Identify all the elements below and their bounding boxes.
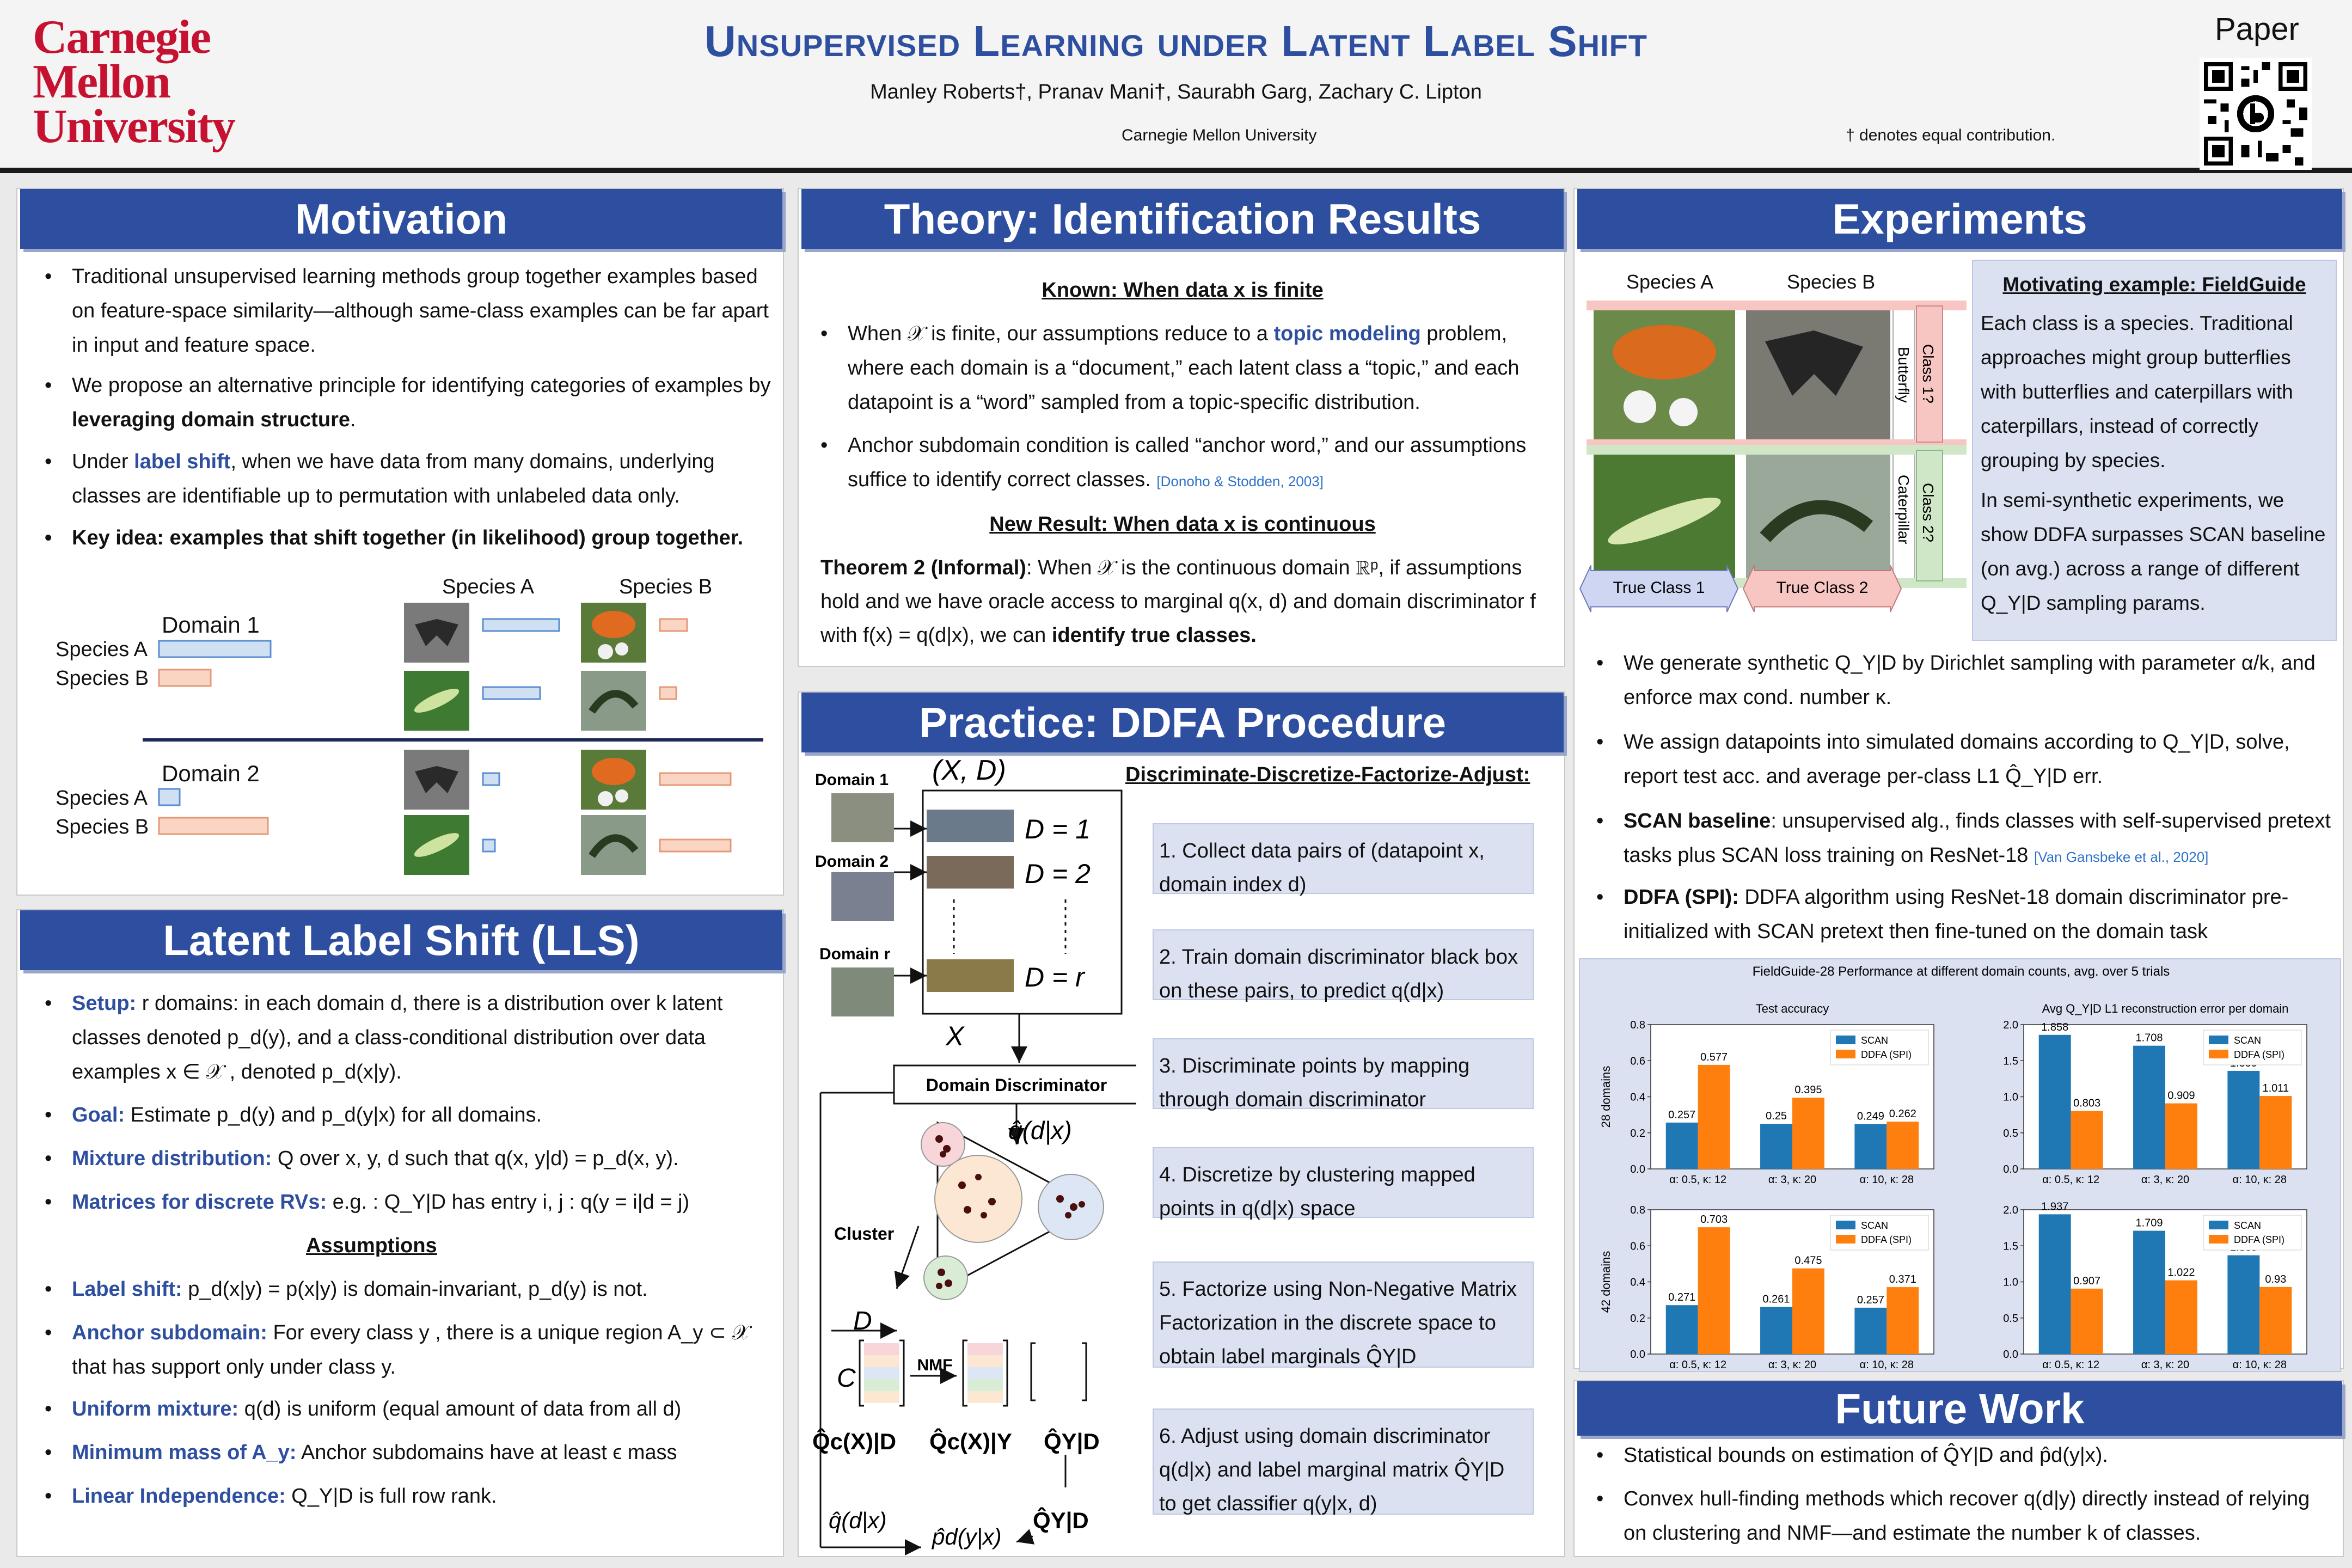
fig-bar-d2-a-sa <box>483 773 499 785</box>
chart-1-ytick-label: 2.0 <box>2003 1019 2018 1031</box>
chart-2-bar-scan <box>1854 1308 1886 1354</box>
d1-species-a-label: Species A <box>56 638 148 661</box>
e3-citation: [Van Gansbeke et al., 2020] <box>2034 849 2209 865</box>
chart-1-xtick-label: α: 10, κ: 28 <box>2232 1174 2287 1186</box>
b3-end: , when we have data from many domains, underlying classes are identifiable up to permutation with unlabeled data only. <box>72 450 715 507</box>
chart-0-data-label: 0.25 <box>1766 1110 1787 1123</box>
fig-species-b-label: Species B <box>619 575 713 598</box>
motivation-bullet-4: • Key idea: examples that shift together (in likelihood) group together. <box>34 521 774 555</box>
matrix-c-label: C <box>837 1364 856 1393</box>
d-eq-2: D = 2 <box>1025 859 1091 889</box>
poster-header <box>0 0 2352 173</box>
t1-highlight: topic modeling <box>1273 322 1421 345</box>
d1-bar-a <box>159 641 271 657</box>
cluster-4 <box>924 1256 967 1300</box>
chart-2-bar-scan <box>1760 1307 1792 1354</box>
chart-1-bar-scan <box>2039 1035 2071 1169</box>
fig-bar-d1-b-sb <box>660 687 676 699</box>
d2-species-a-label: Species A <box>56 787 148 810</box>
d1-bar-b <box>159 670 211 686</box>
experiments-heading: Experiments <box>1577 189 2342 249</box>
nmf-label: NMF <box>917 1356 953 1374</box>
affiliation: Carnegie Mellon University <box>1122 126 1317 144</box>
output-qdx: q̂(d|x) <box>829 1508 887 1533</box>
chart-3-ytick-label: 1.5 <box>2003 1240 2018 1253</box>
step-5-box: 5. Factorize using Non-Negative Matrix Factorization in the discrete space to obtain label marginals Q̂Y|D <box>1153 1261 1534 1368</box>
chart-2-xtick-label: α: 3, κ: 20 <box>1768 1359 1817 1371</box>
exp-species-b-label: Species B <box>1787 271 1876 293</box>
chart-2-data-label: 0.703 <box>1700 1214 1728 1226</box>
fig-bar-d1-a-sa <box>483 619 559 631</box>
chart-3-bar-scan <box>2133 1231 2165 1354</box>
domain-1-image-grid <box>831 793 894 842</box>
chart-3-ytick-label: 2.0 <box>2003 1204 2018 1216</box>
theorem-2 <box>820 551 1555 652</box>
chart-0-bar-ddfa-spi- <box>1698 1065 1730 1169</box>
class2-top-bar <box>1587 445 1967 455</box>
chart-0-legend-label: SCAN <box>1861 1035 1889 1046</box>
chart-1-ytick-label: 0.5 <box>2003 1127 2018 1140</box>
class1q-label: Class 1? <box>1920 344 1937 403</box>
poster-title: Unsupervised Learning under Latent Label Shift <box>705 17 1647 65</box>
logo-line-2: Mellon <box>33 56 170 108</box>
motivating-example-text-2: In semi-synthetic experiments, we show DDFA surpasses SCAN baseline (on avg.) across a range of different Q_Y|D sampling params. <box>1981 489 2326 614</box>
chart-2-ytick-label: 0.6 <box>1630 1240 1645 1253</box>
chart-1-data-label: 1.011 <box>2262 1082 2289 1095</box>
b4-text: Key idea: examples that shift together (in likelihood) group together <box>72 526 738 549</box>
chart-1-legend-swatch <box>2209 1050 2228 1058</box>
chart-1-bar-scan <box>2133 1046 2165 1169</box>
theory-panel <box>798 188 1565 667</box>
pair-image-row-1 <box>927 810 1014 842</box>
chart-main-title: FieldGuide-28 Performance at different domain counts, avg. over 5 trials <box>1752 964 2170 979</box>
qdx-label: q̂(d|x) <box>1008 1116 1072 1144</box>
goal-text: Estimate p_d(y) and p_d(y|x) for all domains. <box>125 1104 542 1126</box>
theorem-bold: identify true classes. <box>1051 624 1257 647</box>
chart-1-data-label: 0.909 <box>2167 1089 2195 1102</box>
matrices-key: Matrices for discrete RVs: <box>72 1191 327 1214</box>
d2-bar-b <box>159 818 268 834</box>
pair-image-row-2 <box>927 856 1014 889</box>
chart-2-data-label: 0.475 <box>1794 1254 1822 1267</box>
d2-bar-a <box>159 789 180 805</box>
chart-0-data-label: 0.257 <box>1668 1108 1696 1121</box>
domain-2-label: Domain 2 <box>162 761 260 786</box>
exp-bullet-4 <box>1585 880 2337 949</box>
d1-species-b-label: Species B <box>56 667 149 690</box>
chart-1-legend-label: SCAN <box>2234 1035 2262 1046</box>
theory-bullet-1 <box>810 317 1555 420</box>
chart-3-xtick-label: α: 3, κ: 20 <box>2141 1359 2190 1371</box>
chart-3-data-label: 0.93 <box>2265 1273 2287 1285</box>
chart-3-bar-ddfa-spi- <box>2071 1289 2103 1354</box>
chart-0-data-label: 0.249 <box>1857 1110 1884 1123</box>
chart-0-xtick-label: α: 3, κ: 20 <box>1768 1174 1817 1186</box>
theorem-text: : When 𝒳 is the continuous domain ℝᵖ, if assumptions hold and we have oracle access to marginal q(x, d) and domain discriminator f with f(x) = q(d|x), we can <box>820 556 1536 647</box>
anchor-key: Anchor subdomain: <box>72 1321 267 1344</box>
mixture-key: Mixture distribution: <box>72 1147 272 1170</box>
chart-0-ytick-label: 0.6 <box>1630 1055 1645 1068</box>
equal-contribution-note: † denotes equal contribution. <box>1846 126 2056 144</box>
qr-code-icon[interactable] <box>2200 58 2312 170</box>
fieldguide-figure <box>1575 189 1967 641</box>
chart-2-bar-ddfa-spi- <box>1886 1287 1919 1354</box>
chart-3-data-label: 1.937 <box>2041 1200 2069 1213</box>
x-label: X <box>946 1021 964 1051</box>
fig-bar-d1-a-sb <box>660 619 687 631</box>
step-1-box: 1. Collect data pairs of (datapoint x, domain index d) <box>1153 823 1534 894</box>
chart-3-bar-scan <box>2227 1255 2259 1354</box>
anchor-text: For every class y , there is a unique region A_y ⊂ 𝒳 that has support only under class y. <box>72 1321 750 1379</box>
practice-panel <box>798 691 1565 1557</box>
motivation-heading: Motivation <box>20 189 782 249</box>
chart-2-legend-swatch <box>1836 1221 1855 1229</box>
class1-top-bar <box>1587 301 1967 310</box>
chart-0-title: Test accuracy <box>1755 1002 1829 1015</box>
chart-1-data-label: 1.708 <box>2135 1032 2163 1044</box>
fig-bar-d2-b-sb <box>660 840 731 852</box>
linindep-key: Linear Independence: <box>72 1485 286 1508</box>
chart-3-ytick-label: 1.0 <box>2003 1276 2018 1289</box>
logo-line-3: University <box>33 100 235 153</box>
paper-label: Paper <box>2215 11 2299 47</box>
chart-3-data-label: 0.907 <box>2073 1275 2101 1287</box>
setup-text: r domains: in each domain d, there is a distribution over k latent classes denoted p_d(y), and a class-conditional distribution over data examples x ∈ 𝒳 , denoted p_d(x|y). <box>72 992 723 1083</box>
t1-text: When 𝒳 is finite, our assumptions reduce to a <box>848 322 1274 345</box>
chart-3-legend-swatch <box>2209 1221 2228 1229</box>
chart-0-ytick-label: 0.0 <box>1630 1163 1645 1175</box>
chart-2-legend-label: DDFA (SPI) <box>1861 1234 1912 1245</box>
chart-3-bar-scan <box>2039 1214 2071 1354</box>
matrix-label-3: Q̂Y|D <box>1044 1429 1100 1454</box>
chart-1-data-label: 0.803 <box>2073 1097 2101 1110</box>
caterpillar-b-photo <box>1746 450 1890 581</box>
chart-2-bar-scan <box>1666 1305 1698 1354</box>
chart-0-legend-swatch <box>1836 1050 1855 1058</box>
chart-0-xtick-label: α: 10, κ: 28 <box>1859 1174 1914 1186</box>
chart-0-bar-scan <box>1760 1124 1792 1169</box>
domain-discriminator-label: Domain Discriminator <box>926 1075 1107 1095</box>
cluster-label: Cluster <box>834 1224 895 1244</box>
chart-2-data-label: 0.271 <box>1668 1291 1696 1304</box>
chart-1-ytick-label: 1.5 <box>2003 1055 2018 1068</box>
chart-1-title: Avg Q_Y|D L1 reconstruction error per domain <box>2042 1002 2289 1015</box>
arrow-to-matrix <box>897 1226 918 1289</box>
exp-bullet-1: • We generate synthetic Q_Y|D by Dirichlet sampling with parameter α/k, and enforce max cond. number κ. <box>1585 646 2337 715</box>
chart-2-ytick-label: 0.8 <box>1630 1204 1645 1216</box>
motivation-panel <box>16 188 784 896</box>
butterfly-label: Butterfly <box>1895 347 1912 403</box>
assumptions-heading: Assumptions <box>306 1234 437 1257</box>
chart-2-legend-swatch <box>1836 1235 1855 1244</box>
chart-3-legend-swatch <box>2209 1235 2228 1244</box>
domain-shift-figure <box>17 189 785 897</box>
chart-2-ytick-label: 0.0 <box>1630 1349 1645 1361</box>
linindep-text: Q_Y|D is full row rank. <box>285 1485 497 1508</box>
chart-0-row-label: 28 domains <box>1599 1065 1613 1128</box>
chart-0-ytick-label: 0.2 <box>1630 1127 1645 1140</box>
lls-setup <box>34 987 774 1089</box>
chart-3-bar-ddfa-spi- <box>2165 1281 2197 1354</box>
domain-r-label: Domain r <box>819 945 891 963</box>
pair-image-row-r <box>927 959 1014 992</box>
d-eq-r: D = r <box>1025 962 1085 993</box>
d2-species-b-label: Species B <box>56 816 149 838</box>
chart-3-bar-ddfa-spi- <box>2259 1287 2292 1354</box>
logo-line-1: Carnegie <box>33 11 211 64</box>
chart-0-data-label: 0.262 <box>1889 1108 1916 1120</box>
chart-0-bar-scan <box>1854 1124 1886 1169</box>
true-class-2-label: True Class 2 <box>1776 579 1869 597</box>
step-3-box: 3. Discriminate points by mapping through domain discriminator <box>1153 1038 1534 1109</box>
xd-label: (X, D) <box>932 755 1006 786</box>
minmass-text: Anchor subdomains have at least ϵ mass <box>296 1441 677 1464</box>
chart-3-data-label: 1.022 <box>2167 1266 2195 1279</box>
b2-text: We propose an alternative principle for identifying categories of examples by <box>72 374 771 397</box>
e4-text: DDFA algorithm using ResNet-18 domain discriminator pre-initialized with SCAN pretext then fine-tuned on the domain task <box>1624 886 2289 943</box>
cluster-2 <box>935 1155 1022 1242</box>
chart-3-ytick-label: 0.0 <box>2003 1349 2018 1361</box>
setup-key: Setup: <box>72 992 137 1015</box>
chart-1-bar-scan <box>2227 1071 2259 1169</box>
domain-2-label: Domain 2 <box>815 853 889 871</box>
lls-heading: Latent Label Shift (LLS) <box>20 910 782 970</box>
theory-heading: Theory: Identification Results <box>801 189 1564 249</box>
chart-2-ytick-label: 0.2 <box>1630 1312 1645 1325</box>
chart-3-ytick-label: 0.5 <box>2003 1312 2018 1325</box>
chart-3-xtick-label: α: 0.5, κ: 12 <box>2042 1359 2100 1371</box>
motivation-bullet-1: • Traditional unsupervised learning methods group together examples based on feature-space similarity—although same-class examples can be far apart in input and feature space. <box>34 260 774 363</box>
class2q-label: Class 2? <box>1920 483 1937 542</box>
future-bullet-1: • Statistical bounds on estimation of Q̂Y|D and p̂d(y|x). <box>1585 1438 2337 1473</box>
future-bullet-2: • Convex hull-finding methods which recover q(d|y) directly instead of relying on clustering and NMF—and estimate the number k of classes. <box>1585 1482 2337 1551</box>
fig-bar-d2-a-sb <box>660 773 731 785</box>
chart-2-bar-ddfa-spi- <box>1792 1269 1824 1354</box>
matrices-text: e.g. : Q_Y|D has entry i, j : q(y = i|d = j) <box>327 1191 690 1214</box>
fig-bar-d1-b-sa <box>483 687 540 699</box>
uniform-key: Uniform mixture: <box>72 1398 239 1420</box>
arrow-output-right <box>1016 1536 1033 1542</box>
uniform-text: q(d) is uniform (equal amount of data from all d) <box>238 1398 682 1420</box>
lls-goal <box>34 1098 774 1132</box>
chart-1-legend-swatch <box>2209 1036 2228 1044</box>
theorem-key: Theorem 2 (Informal) <box>820 556 1026 579</box>
step-2-box: 2. Train domain discriminator black box on these pairs, to predict q(d|x) <box>1153 929 1534 1000</box>
known-heading: Known: When data x is finite <box>1042 279 1324 302</box>
step-4-box: 4. Discretize by clustering mapped points in q(d|x) space <box>1153 1147 1534 1218</box>
t2-citation: [Donoho & Stodden, 2003] <box>1156 473 1324 489</box>
lls-panel <box>16 909 784 1557</box>
chart-0-legend-label: DDFA (SPI) <box>1861 1049 1912 1060</box>
motivating-example-box <box>1972 260 2337 641</box>
output-pdyx: p̂d(y|x) <box>932 1524 1002 1549</box>
matrix-qy-d <box>1031 1343 1086 1400</box>
matrix-qc-d <box>860 1340 904 1406</box>
caterpillar-label: Caterpillar <box>1895 475 1912 544</box>
exp-bullet-3 <box>1585 804 2337 874</box>
chart-0-data-label: 0.395 <box>1794 1084 1822 1097</box>
chart-1-bar-ddfa-spi- <box>2165 1104 2197 1169</box>
lls-matrices <box>34 1185 774 1220</box>
fig-bar-d2-b-sa <box>483 840 495 852</box>
domain-1-label: Domain 1 <box>162 612 260 638</box>
assump-uniform <box>34 1392 774 1426</box>
chart-2-data-label: 0.261 <box>1762 1293 1790 1306</box>
exp-bullet-2: • We assign datapoints into simulated domains according to Q_Y|D, solve, report test acc. and average per-class L1 Q̂_Y|D err. <box>1585 725 2337 794</box>
chart-1-xtick-label: α: 0.5, κ: 12 <box>2042 1174 2100 1186</box>
chart-1-bar-ddfa-spi- <box>2259 1096 2292 1169</box>
domain-2-image-grid <box>831 872 894 921</box>
ls-text: p_d(x|y) = p(x|y) is domain-invariant, p_d(y) is not. <box>182 1278 648 1301</box>
fig-species-a-label: Species A <box>442 575 534 598</box>
matrix-qc-y <box>963 1340 1007 1406</box>
chart-3-data-label: 1.709 <box>2135 1217 2163 1229</box>
ls-key: Label shift: <box>72 1278 182 1301</box>
future-work-panel <box>1573 1380 2344 1557</box>
matrix-d-label: D <box>853 1307 872 1336</box>
d-eq-1: D = 1 <box>1025 814 1091 844</box>
assump-lin-indep <box>34 1479 774 1514</box>
minmass-key: Minimum mass of A_y: <box>72 1441 297 1464</box>
output-qyd: Q̂Y|D <box>1033 1508 1089 1533</box>
chart-3-xtick-label: α: 10, κ: 28 <box>2232 1359 2287 1371</box>
ddfa-diagram <box>799 693 1136 1558</box>
t1-end: problem, where each domain is a “document,” each latent class a “topic,” and each datapoint is a “word” sampled from a topic-specific distribution. <box>848 322 1520 414</box>
theory-bullet-2 <box>810 428 1555 499</box>
b3-text: Under <box>72 450 134 473</box>
chart-2-row-label: 42 domains <box>1599 1251 1613 1313</box>
practice-heading: Practice: DDFA Procedure <box>801 693 1564 752</box>
chart-2-xtick-label: α: 0.5, κ: 12 <box>1669 1359 1727 1371</box>
results-charts <box>1580 959 2342 1373</box>
domain-1-label: Domain 1 <box>815 771 889 789</box>
exp-species-a-label: Species A <box>1626 271 1714 293</box>
goal-key: Goal: <box>72 1104 125 1126</box>
chart-1-ytick-label: 1.0 <box>2003 1091 2018 1104</box>
motivating-example-text-1: Each class is a species. Traditional approaches might group butterflies with butterflies and caterpillars with caterpillars, instead of correctly grouping by species. <box>1981 312 2293 471</box>
authors: Manley Roberts†, Pranav Mani†, Saurabh Garg, Zachary C. Lipton <box>870 81 1482 103</box>
matrix-label-1: Q̂c(X)|D <box>812 1429 897 1454</box>
chart-0-ytick-label: 0.4 <box>1630 1091 1645 1104</box>
chart-2-ytick-label: 0.4 <box>1630 1276 1645 1289</box>
chart-1-ytick-label: 0.0 <box>2003 1163 2018 1175</box>
true-class-1-label: True Class 1 <box>1613 579 1705 597</box>
ddfa-title: Discriminate-Discretize-Factorize-Adjust: <box>1125 763 1530 786</box>
domain-r-image-grid <box>831 967 894 1016</box>
mixture-text: Q over x, y, d such that q(x, y|d) = p_d(x, y). <box>272 1147 679 1170</box>
chart-1-xtick-label: α: 3, κ: 20 <box>2141 1174 2190 1186</box>
chart-1-bar-ddfa-spi- <box>2071 1111 2103 1169</box>
results-chart-panel <box>1579 958 2341 1372</box>
chart-2-xtick-label: α: 10, κ: 28 <box>1859 1359 1914 1371</box>
chart-0-ytick-label: 0.8 <box>1630 1019 1645 1031</box>
chart-1-legend-label: DDFA (SPI) <box>2234 1049 2285 1060</box>
chart-0-legend-swatch <box>1836 1036 1855 1044</box>
chart-0-bar-scan <box>1666 1123 1698 1169</box>
chart-1-data-label: 1.858 <box>2041 1021 2069 1033</box>
chart-3-legend-label: SCAN <box>2234 1220 2262 1231</box>
motivating-example-title: Motivating example: FieldGuide <box>2002 273 2306 296</box>
b3-highlight: label shift <box>134 450 231 473</box>
matrix-label-2: Q̂c(X)|Y <box>929 1429 1012 1454</box>
b2-end: . <box>350 408 356 431</box>
chart-2-legend-label: SCAN <box>1861 1220 1889 1231</box>
chart-2-bar-ddfa-spi- <box>1698 1227 1730 1354</box>
chart-0-data-label: 0.577 <box>1700 1051 1728 1063</box>
t2-text: Anchor subdomain condition is called “anchor word,” and our assumptions suffice to identify correct classes. <box>848 434 1527 491</box>
b2-bold: leveraging domain structure <box>72 408 351 431</box>
e4-key: DDFA (SPI): <box>1624 886 1739 909</box>
chart-3-legend-label: DDFA (SPI) <box>2234 1234 2285 1245</box>
future-work-heading: Future Work <box>1577 1381 2342 1436</box>
e3-text: : unsupervised alg., finds classes with self-supervised pretext tasks plus SCAN loss training on ResNet-18 <box>1624 810 2331 867</box>
chart-2-data-label: 0.257 <box>1857 1294 1884 1306</box>
chart-0-bar-ddfa-spi- <box>1886 1122 1919 1169</box>
step-6-box: 6. Adjust using domain discriminator q(d|x) and label marginal matrix Q̂Y|D to get classifier q(y|x, d) <box>1153 1408 1534 1515</box>
assump-anchor <box>34 1316 774 1385</box>
e3-key: SCAN baseline <box>1624 810 1771 832</box>
chart-0-xtick-label: α: 0.5, κ: 12 <box>1669 1174 1727 1186</box>
lls-mixture <box>34 1142 774 1176</box>
assump-min-mass <box>34 1436 774 1470</box>
chart-2-data-label: 0.371 <box>1889 1273 1916 1286</box>
new-result-heading: New Result: When data x is continuous <box>989 513 1376 536</box>
chart-0-bar-ddfa-spi- <box>1792 1098 1824 1169</box>
assump-label-shift <box>34 1272 774 1307</box>
